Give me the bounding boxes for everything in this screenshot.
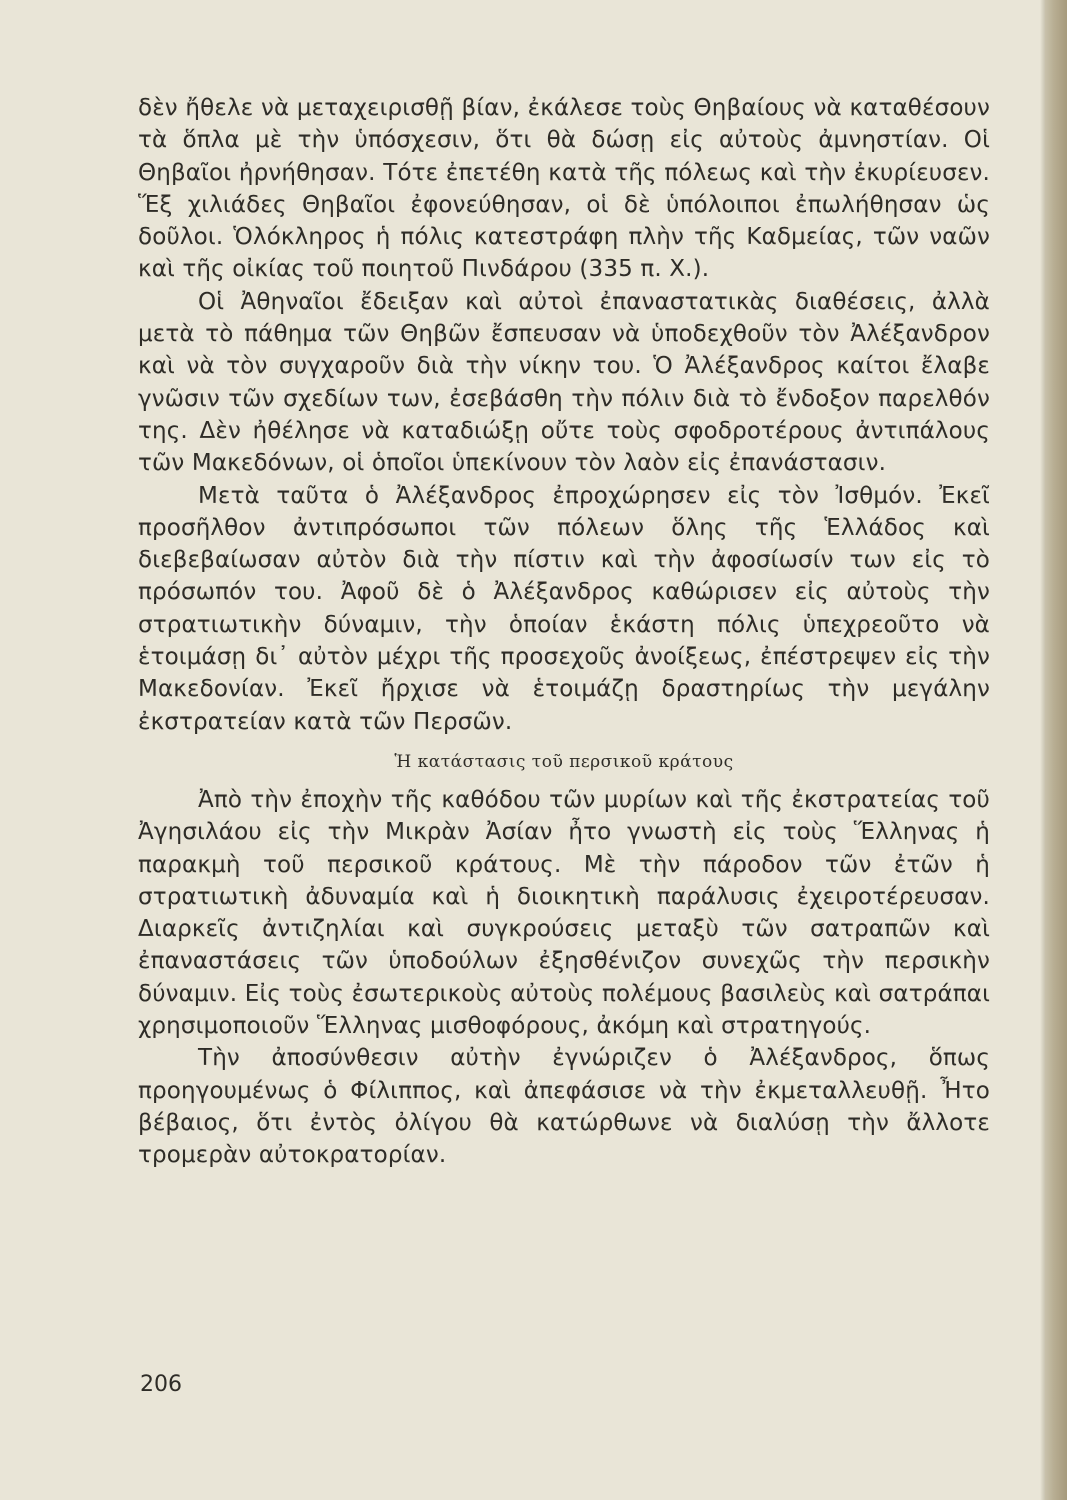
paragraph-persian-decline: Ἀπὸ τὴν ἐποχὴν τῆς καθόδου τῶν μυρίων καὶ τῆς ἐκστρατείας τοῦ Ἀγησιλάου εἰς τὴν Μικρὰν Ἀσίαν ἦτο γνωστὴ εἰς τοὺς Ἕλληνας ἡ παρακμὴ τοῦ περσικοῦ κράτους. Μὲ τὴν πάροδον τῶν ἐτῶν ἡ στρατιωτικὴ ἀδυναμία καὶ ἡ διοικητικὴ παράλυσις ἐχειροτέρευσαν. Διαρκεῖς ἀντιζηλίαι καὶ συγκρούσεις μεταξὺ τῶν σατραπῶν καὶ ἐπαναστάσεις τῶν ὑποδούλων ἐξησθένιζον συνεχῶς τὴν περσικὴν δύναμιν. Εἰς τοὺς ἐσωτερικοὺς αὐτοὺς πολέμους βασιλεὺς καὶ σατράπαι χρησιμοποιοῦν Ἕλληνας μισθοφόρους, ἀκόμη καὶ στρατηγούς. bbox=[138, 786, 990, 1040]
section-heading: Ἡ κατάστασις τοῦ περσικοῦ κράτους bbox=[394, 751, 734, 772]
page-number: 206 bbox=[140, 1372, 182, 1397]
paragraph-alexander-decision: Τὴν ἀποσύνθεσιν αὐτὴν ἐγνώριζεν ὁ Ἀλέξανδρος, ὅπως προηγουμένως ὁ Φίλιππος, καὶ ἀπεφάσισε νὰ τὴν ἐκμεταλλευθῇ. Ἦτο βέβαιος, ὅτι ἐντὸς ὀλίγου θὰ κατώρθωνε νὰ διαλύσῃ τὴν ἄλλοτε τρομερὰν αὐτοκρατορίαν. bbox=[138, 1045, 990, 1169]
paragraph-isthmus: Μετὰ ταῦτα ὁ Ἀλέξανδρος ἐπροχώρησεν εἰς τὸν Ἰσθμόν. Ἐκεῖ προσῆλθον ἀντιπρόσωποι τῶν πόλεων ὅλης τῆς Ἑλλάδος καὶ διεβεβαίωσαν αὐτὸν διὰ τὴν πίστιν καὶ τὴν ἀφοσίωσίν των εἰς τὸ πρόσωπόν του. Ἀφοῦ δὲ ὁ Ἀλέξανδρος καθώρισεν εἰς αὐτοὺς τὴν στρατιωτικὴν δύναμιν, τὴν ὁποίαν ἑκάστη πόλις ὑπεχρεοῦτο νὰ ἑτοιμάσῃ δι᾿ αὐτὸν μέχρι τῆς προσεχοῦς ἀνοίξεως, ἐπέστρεψεν εἰς τὴν Μακεδονίαν. Ἐκεῖ ἤρχισε νὰ ἑτοιμάζῃ δραστηρίως τὴν μεγάλην ἐκστρατείαν κατὰ τῶν Περσῶν. bbox=[138, 482, 990, 735]
paragraph-athenians: Οἱ Ἀθηναῖοι ἔδειξαν καὶ αὐτοὶ ἐπαναστατικὰς διαθέσεις, ἀλλὰ μετὰ τὸ πάθημα τῶν Θηβῶν ἔσπευσαν νὰ ὑποδεχθοῦν τὸν Ἀλέξανδρον καὶ νὰ τὸν συγχαροῦν διὰ τὴν νίκην του. Ὁ Ἀλέξανδρος καίτοι ἔλαβε γνῶσιν τῶν σχεδίων των, ἐσεβάσθη τὴν πόλιν διὰ τὸ ἔνδοξον παρελθόν της. Δὲν ἠθέλησε νὰ καταδιώξῃ οὔτε τοὺς σφοδροτέρους ἀντιπάλους τῶν Μακεδόνων, οἱ ὁποῖοι ὑπεκίνουν τὸν λαὸν εἰς ἐπανάστασιν. bbox=[138, 288, 990, 477]
body-text bbox=[138, 92, 990, 1172]
paragraph-continuation: δὲν ἤθελε νὰ μεταχειρισθῇ βίαν, ἐκάλεσε τοὺς Θηβαίους νὰ καταθέσουν τὰ ὅπλα μὲ τὴν ὑπόσχεσιν, ὅτι θὰ δώσῃ εἰς αὐτοὺς ἀμνηστίαν. Οἱ Θηβαῖοι ἠρνήθησαν. Τότε ἐπετέθη κατὰ τῆς πόλεως καὶ τὴν ἐκυρίευσεν. Ἕξ χιλιάδες Θηβαῖοι ἐφονεύθησαν, οἱ δὲ ὑπόλοιποι ἐπωλήθησαν ὡς δοῦλοι. Ὁλόκληρος ἡ πόλις κατεστράφη πλὴν τῆς Καδμείας, τῶν ναῶν καὶ τῆς οἰκίας τοῦ ποιητοῦ Πινδάρου (335 π. Χ.). bbox=[138, 95, 990, 283]
book-gutter bbox=[1045, 0, 1067, 1500]
